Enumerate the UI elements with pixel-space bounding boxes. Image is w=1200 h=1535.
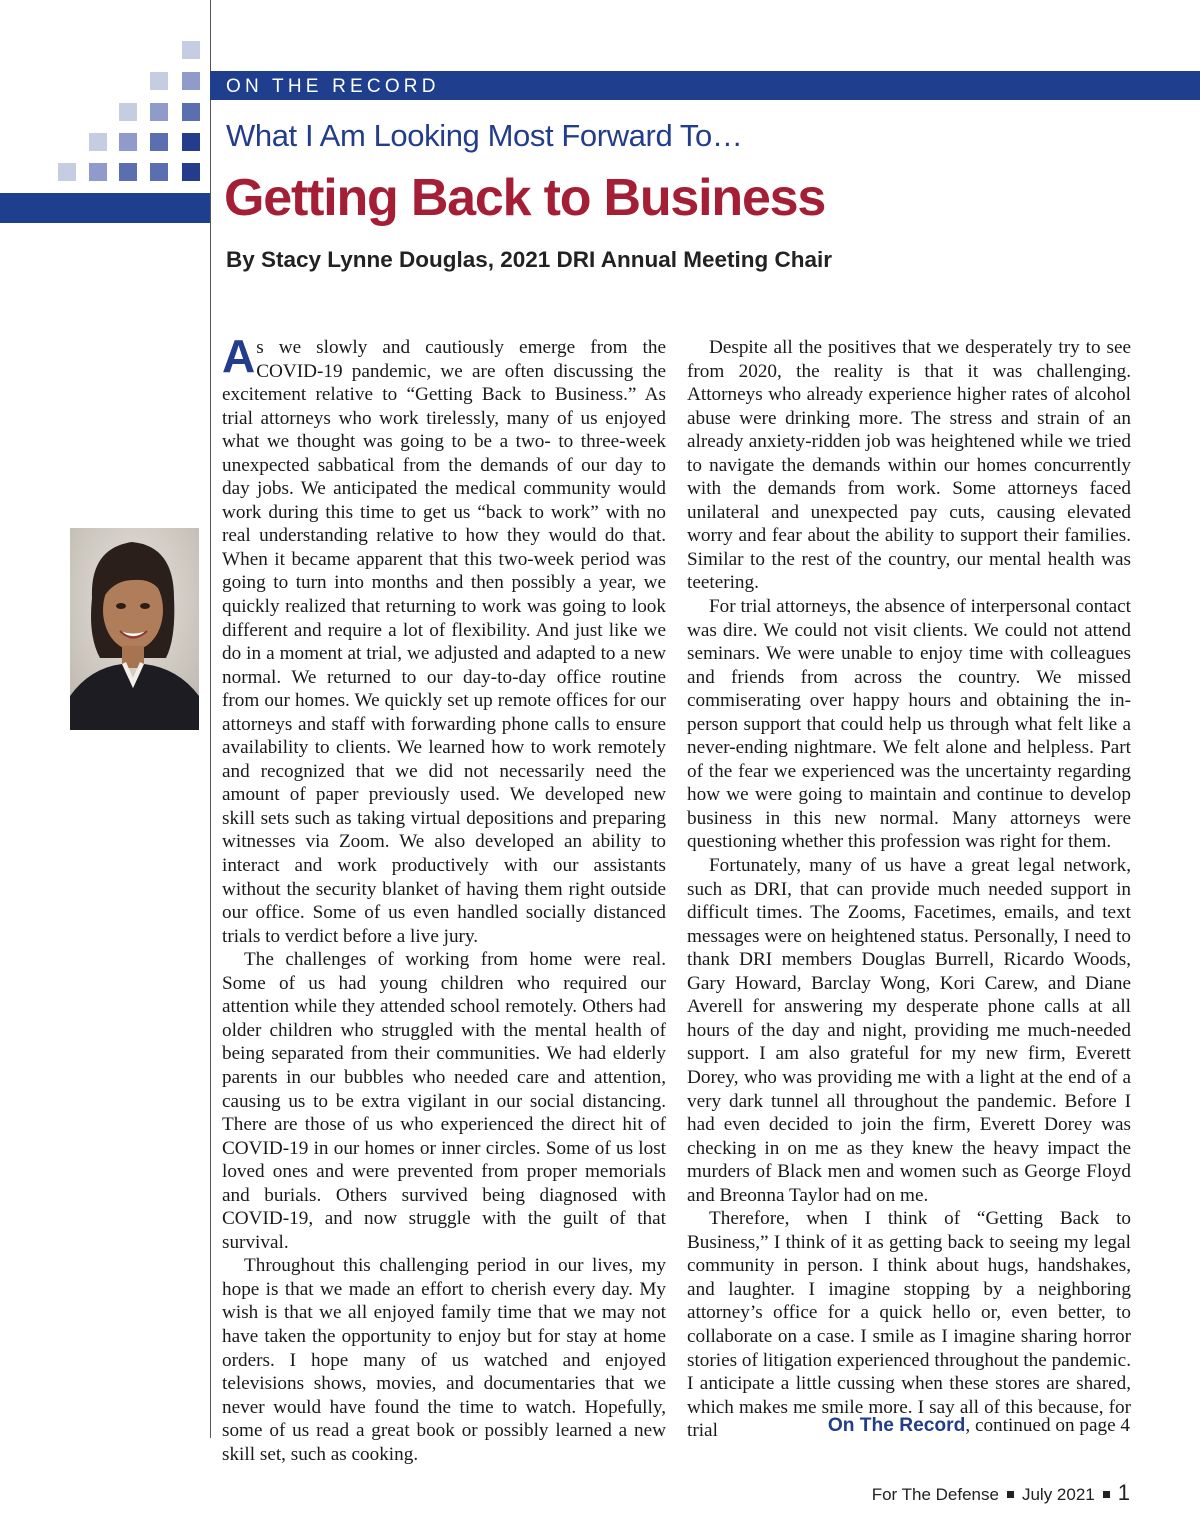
- article-column-2: [687, 336, 1131, 1443]
- paragraph: Fortunately, many of us have a great legal network, such as DRI, that can provide much needed support in difficult times. The Zooms, Facetimes, emails, and text messages were on heightened status. Personally, I need to thank DRI members Douglas Burrell, Ricardo Woods, Gary Howard, Barclay Wong, Kori Carew, and Diane Averell for answering my desperate phone calls at all hours of the day and night, providing me much-needed support. I am also grateful for my new firm, Everett Dorey, who was providing me with a light at the end of a very dark tunnel all throughout the pandemic. Before I had even decided to join the firm, Everett Dorey was checking in on me as they knew the heavy impact the murders of Black men and women such as George Floyd and Breonna Taylor had on me.: [687, 855, 1131, 1206]
- paragraph: The challenges of working from home were real. Some of us had young children who required our attention while they attended school remotely. Others had older children who struggled with the mental health of being separated from their communities. We had elderly parents in our bubbles who needed care and attention, causing us to be extra vigilant in our social distancing. There are those of us who experienced the direct hit of COVID-19 in our homes or inner circles. Some of us lost loved ones and were prevented from proper memorials and burials. Others survived being diagnosed with COVID-19, and now struggle with the guilt of that survival.: [222, 949, 666, 1253]
- continuation-label: On The Record: [827, 1415, 966, 1436]
- continuation-text: , continued on page 4: [965, 1415, 1130, 1436]
- bullet-icon: [1007, 1491, 1014, 1498]
- issue-date: July 2021: [1021, 1485, 1095, 1504]
- publication-name: For The Defense: [871, 1485, 999, 1504]
- paragraph: Throughout this challenging period in our lives, my hope is that we made an effort to cherish every day. My wish is that we all enjoyed family time that we may not have taken the opportunity to enjoy but for stay at home orders. I hope many of us watched and enjoyed televisions shows, movies, and documentaries that we never would have found the time to watch. Hopefully, some of us read a great book or possibly learned a new skill set, such as cooking.: [222, 1255, 666, 1465]
- page-footer: [872, 1480, 1130, 1506]
- paragraph: Despite all the positives that we desperately try to see from 2020, the reality is that it was challenging. Attorneys who already experience higher rates of alcohol abuse were drinking more. The stress and strain of an already anxiety-ridden job was heightened while we tried to navigate the demands within our homes concurrently with the demands from work. Some attorneys faced unilateral and unexpected pay cuts, causing elevated worry and fear about the ability to support their families. Similar to the rest of the country, our mental health was teetering.: [687, 337, 1131, 594]
- byline: By Stacy Lynne Douglas, 2021 DRI Annual Meeting Chair: [226, 247, 832, 272]
- subheading: What I Am Looking Most Forward To…: [226, 118, 743, 153]
- paragraph: For trial attorneys, the absence of interpersonal contact was dire. We could not visit clients. We could not attend seminars. We were unable to enjoy time with colleagues and friends from across the country. We missed commiserating over happy hours and obtaining the in-person support that could help us through what felt like a never-ending nightmare. We felt alone and helpless. Part of the fear we experienced was the uncertainty regarding how we were going to maintain and continue to develop business in this new normal. Many attorneys were questioning whether this profession was right for them.: [687, 596, 1131, 853]
- page-number: 1: [1117, 1480, 1130, 1505]
- paragraph: Therefore, when I think of “Getting Back to Business,” I think of it as getting back to seeing my legal community in person. I think about hugs, handshakes, and laughter. I imagine stopping by a neighboring attorney’s office for a quick hello or, even better, to collaborate on a case. I smile as I imagine sharing horror stories of litigation experienced throughout the pandemic. I anticipate a little cussing when these stores are shared, which makes me smile more. I say all of this because, for trial: [687, 1208, 1131, 1442]
- paragraph: As we slowly and cautiously emerge from the COVID-19 pandemic, we are often discussing the excitement relative to “Getting Back to Business.” As trial attorneys who work tirelessly, many of us enjoyed what we thought was going to be a two- to three-week unexpected sabbatical from the demands of our day to day jobs. We anticipated the medical community would work during this time to get us “back to work” with no real understanding relative to how they would do that. When it became apparent that this two-week period was going to turn into months and then possibly a year, we quickly realized that returning to work was going to look different and require a lot of flexibility. And just like we do in a moment at trial, we adjusted and adapted to a new normal. We returned to our day-to-day office routine from our homes. We quickly set up remote offices for our attorneys and staff with forwarding phone calls to ensure availability to clients. We learned how to work remotely and recognized that we did not necessarily need the amount of paper previously used. We developed new skill sets such as taking virtual depositions and preparing witnesses via Zoom. We also developed an ability to interact and work productively with our assistants without the security blanket of having them right outside our office. Some of us even handled socially distanced trials to verdict before a live jury.: [222, 330, 666, 947]
- article-column-1: [222, 330, 666, 1466]
- left-band: [0, 193, 210, 223]
- author-portrait-icon: [70, 528, 199, 730]
- column-rule: [210, 0, 211, 1438]
- section-label: ON THE RECORD: [226, 76, 440, 97]
- continuation-note[interactable]: [828, 1415, 1130, 1437]
- bullet-icon: [1103, 1491, 1110, 1498]
- headline: Getting Back to Business: [224, 169, 826, 227]
- drop-cap: A: [222, 330, 256, 382]
